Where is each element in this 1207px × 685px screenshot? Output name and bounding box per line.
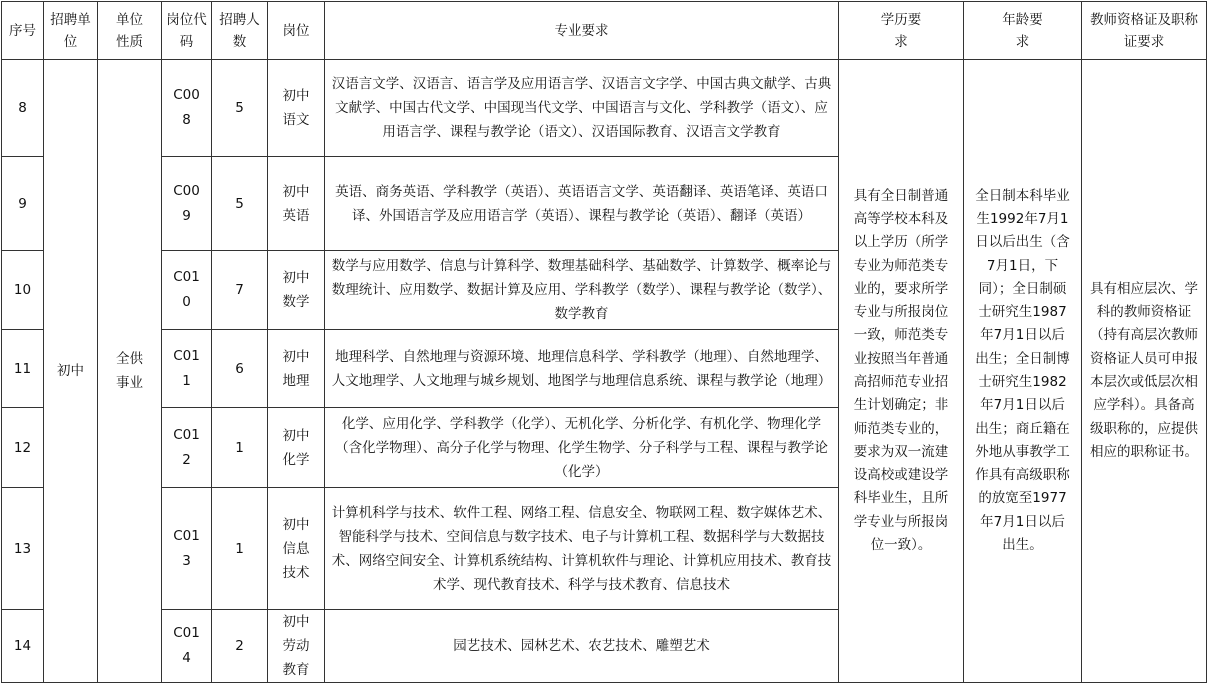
row-post: 初中劳动教育: [268, 610, 325, 683]
row-post: 初中英语: [268, 157, 325, 251]
header-post: 岗位: [268, 2, 325, 60]
row-post: 初中化学: [268, 408, 325, 488]
row-count: 6: [212, 330, 268, 408]
nature-cell: 全供事业: [98, 60, 162, 683]
header-seq: 序号: [2, 2, 44, 60]
cert-cell: 具有相应层次、学科的教师资格证（持有高层次教师资格证人员可申报本层次或低层次相应学科）。具备高级职称的，应提供相应的职称证书。: [1082, 60, 1207, 683]
header-edu: 学历要求: [839, 2, 964, 60]
row-seq: 14: [2, 610, 44, 683]
row-count: 5: [212, 157, 268, 251]
recruitment-table: [1, 1, 1207, 683]
header-unit: 招聘单位: [44, 2, 98, 60]
table-row: [2, 60, 1207, 157]
row-major: 园艺技术、园林艺术、农艺技术、雕塑艺术: [325, 610, 839, 683]
header-nature: 单位性质: [98, 2, 162, 60]
row-major: 地理科学、自然地理与资源环境、地理信息科学、学科教学（地理）、自然地理学、人文地理学、人文地理与城乡规划、地图学与地理信息系统、课程与教学论（地理）: [325, 330, 839, 408]
edu-cell: 具有全日制普通高等学校本科及以上学历（所学专业为师范类专业的，要求所学专业与所报岗位一致，师范类专业按照当年普通高招师范专业招生计划确定；非师范类专业的，要求为双一流建设高校或建设学科毕业生，且所学专业与所报岗位一致）。: [839, 60, 964, 683]
row-major: 计算机科学与技术、软件工程、网络工程、信息安全、物联网工程、数字媒体艺术、智能科学与技术、空间信息与数字技术、电子与计算机工程、数据科学与大数据技术、网络空间安全、计算机系统结构、计算机软件与理论、计算机应用技术、教育技术学、现代教育技术、科学与技术教育、信息技术: [325, 488, 839, 610]
header-age: 年龄要求: [964, 2, 1082, 60]
row-count: 2: [212, 610, 268, 683]
row-major: 英语、商务英语、学科教学（英语）、英语语言文学、英语翻译、英语笔译、英语口译、外国语言学及应用语言学（英语）、课程与教学论（英语）、翻译（英语）: [325, 157, 839, 251]
row-code: C012: [162, 408, 212, 488]
header-code: 岗位代码: [162, 2, 212, 60]
row-count: 5: [212, 60, 268, 157]
header-cert: 教师资格证及职称证要求: [1082, 2, 1207, 60]
row-code: C013: [162, 488, 212, 610]
header-major: 专业要求: [325, 2, 839, 60]
row-post: 初中数学: [268, 251, 325, 330]
row-seq: 12: [2, 408, 44, 488]
row-count: 1: [212, 488, 268, 610]
row-post: 初中语文: [268, 60, 325, 157]
unit-cell: 初中: [44, 60, 98, 683]
row-major: 化学、应用化学、学科教学（化学）、无机化学、分析化学、有机化学、物理化学（含化学物理）、高分子化学与物理、化学生物学、分子科学与工程、课程与教学论（化学）: [325, 408, 839, 488]
row-major: 汉语言文学、汉语言、语言学及应用语言学、汉语言文字学、中国古典文献学、古典文献学、中国古代文学、中国现当代文学、中国语言与文化、学科教学（语文）、应用语言学、课程与教学论（语文）、汉语国际教育、汉语言文学教育: [325, 60, 839, 157]
row-count: 1: [212, 408, 268, 488]
row-seq: 11: [2, 330, 44, 408]
row-code: C014: [162, 610, 212, 683]
row-code: C009: [162, 157, 212, 251]
row-seq: 13: [2, 488, 44, 610]
row-post: 初中信息技术: [268, 488, 325, 610]
row-code: C011: [162, 330, 212, 408]
header-row: [2, 2, 1207, 60]
row-code: C008: [162, 60, 212, 157]
row-code: C010: [162, 251, 212, 330]
row-count: 7: [212, 251, 268, 330]
age-cell: 全日制本科毕业生1992年7月1日以后出生（含7月1日，下同）；全日制硕士研究生1987年7月1日以后出生；全日制博士研究生1982年7月1日以后出生；商丘籍在外地从事教学工作具有高级职称的放宽至1977年7月1日以后出生。: [964, 60, 1082, 683]
row-seq: 10: [2, 251, 44, 330]
row-seq: 9: [2, 157, 44, 251]
row-seq: 8: [2, 60, 44, 157]
row-major: 数学与应用数学、信息与计算科学、数理基础科学、基础数学、计算数学、概率论与数理统计、应用数学、数据计算及应用、学科教学（数学）、课程与教学论（数学）、数学教育: [325, 251, 839, 330]
header-count: 招聘人数: [212, 2, 268, 60]
row-post: 初中地理: [268, 330, 325, 408]
